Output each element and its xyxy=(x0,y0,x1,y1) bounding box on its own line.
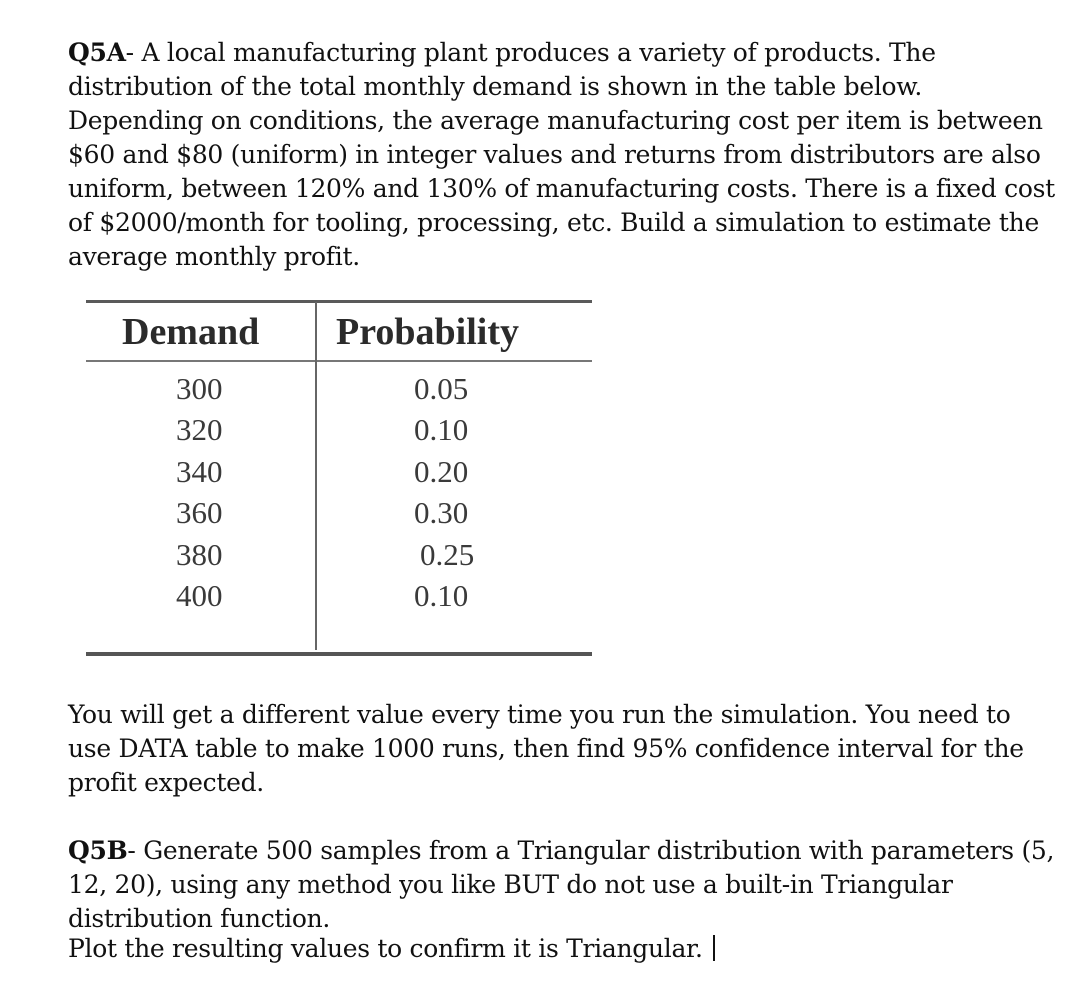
probability-cell: 0.20 xyxy=(414,453,469,489)
q5a-text: - A local manufacturing plant produces a variety of products. The distribution of the total monthly demand is shown in the table below. Depending on conditions, the average manufacturing cost per item is between $60 and $80 (uniform) in integer values and returns from distributors are also uniform, between 120% and 130% of manufacturing costs. There is a fixed cost of $2000/month for tooling, processing, etc. Build a simulation to estimate the average monthly profit. xyxy=(68,38,1055,271)
probability-cell: 0.30 xyxy=(414,495,469,531)
probability-column xyxy=(414,368,474,616)
demand-cell: 340 xyxy=(176,453,223,489)
probability-cell: 0.05 xyxy=(414,371,469,406)
table-top-rule xyxy=(86,300,592,303)
demand-cell: 320 xyxy=(176,412,223,448)
simulation-note: You will get a different value every time you run the simulation. You need to use DATA table to make 1000 runs, then find 95% confidence interval for the profit expected. xyxy=(68,700,1024,797)
q5b-paragraph xyxy=(68,834,1058,936)
text-cursor xyxy=(713,935,715,961)
q5b-text: - Generate 500 samples from a Triangular distribution with parameters (5, 12, 20), using any method you like BUT do not use a built-in Triangular distribution function. xyxy=(68,836,1055,933)
header-probability: Probability xyxy=(336,311,519,353)
header-demand: Demand xyxy=(122,311,260,353)
probability-cell: 0.10 xyxy=(414,412,469,448)
demand-cell: 360 xyxy=(176,495,223,531)
demand-cell: 300 xyxy=(176,371,223,406)
q5b-label: Q5B xyxy=(68,836,128,865)
demand-cell: 380 xyxy=(176,536,223,572)
table-column-divider xyxy=(315,302,317,650)
q5a-label: Q5A xyxy=(68,38,126,67)
demand-probability-table xyxy=(86,298,592,660)
table-bottom-rule xyxy=(86,652,592,656)
q5a-paragraph xyxy=(68,36,1058,274)
q5b-plot-instruction xyxy=(68,932,1058,966)
probability-cell: 0.25 xyxy=(420,536,475,572)
table-header-rule xyxy=(86,360,592,362)
probability-cell: 0.10 xyxy=(414,578,469,614)
demand-cell: 400 xyxy=(176,578,223,614)
plot-text: Plot the resulting values to confirm it is Triangular. xyxy=(68,934,703,963)
demand-column xyxy=(176,368,223,616)
